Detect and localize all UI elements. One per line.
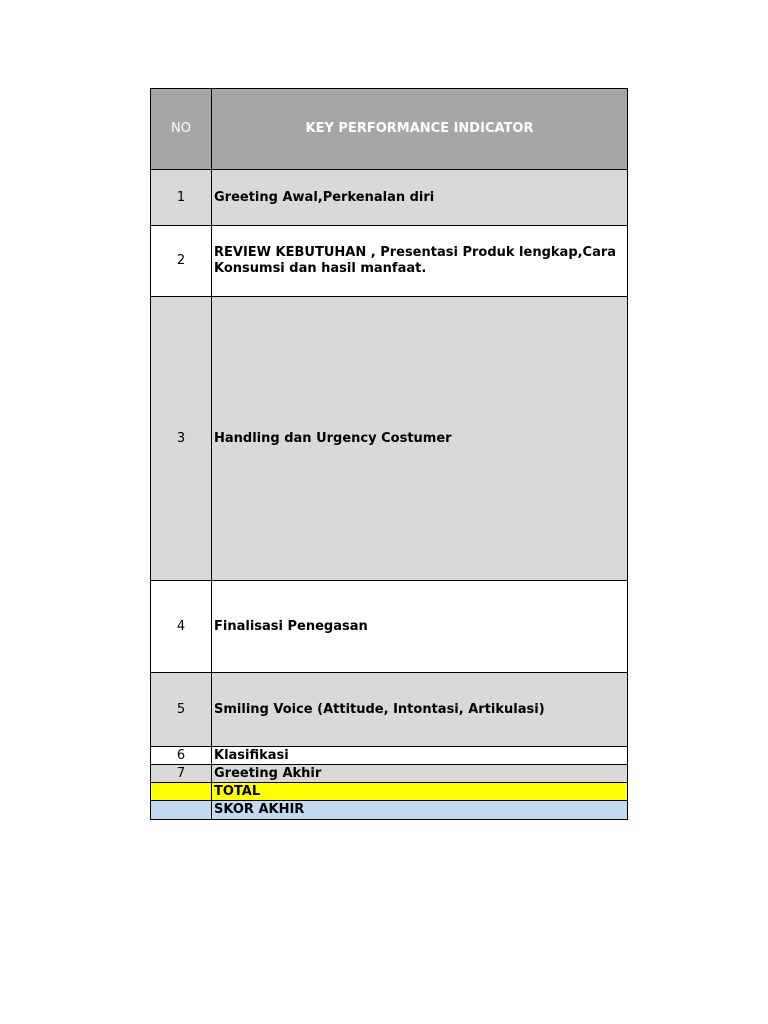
table-row — [151, 581, 628, 673]
table-row — [151, 673, 628, 747]
total-no-cell[interactable] — [151, 783, 212, 801]
row-no-cell[interactable]: 3 — [151, 297, 212, 581]
row-kpi-cell[interactable]: Smiling Voice (Attitude, Intontasi, Artikulasi) — [212, 673, 628, 747]
total-label-cell[interactable]: TOTAL — [212, 783, 628, 801]
row-no-cell[interactable]: 5 — [151, 673, 212, 747]
skor-no-cell[interactable] — [151, 801, 212, 820]
row-no-cell[interactable]: 6 — [151, 747, 212, 765]
skor-label-cell[interactable]: SKOR AKHIR — [212, 801, 628, 820]
table-header-row — [151, 89, 628, 170]
row-kpi-cell[interactable]: Handling dan Urgency Costumer — [212, 297, 628, 581]
table-row — [151, 170, 628, 226]
header-no[interactable]: NO — [151, 89, 212, 170]
table-row — [151, 226, 628, 297]
row-kpi-cell[interactable]: Greeting Akhir — [212, 765, 628, 783]
row-kpi-cell[interactable]: Greeting Awal,Perkenalan diri — [212, 170, 628, 226]
kpi-table — [150, 88, 628, 820]
row-kpi-cell[interactable]: Klasifikasi — [212, 747, 628, 765]
row-kpi-cell[interactable]: Finalisasi Penegasan — [212, 581, 628, 673]
header-kpi[interactable]: KEY PERFORMANCE INDICATOR — [212, 89, 628, 170]
row-no-cell[interactable]: 1 — [151, 170, 212, 226]
row-no-cell[interactable]: 7 — [151, 765, 212, 783]
row-no-cell[interactable]: 4 — [151, 581, 212, 673]
table-row — [151, 765, 628, 783]
total-row — [151, 783, 628, 801]
row-kpi-cell[interactable]: REVIEW KEBUTUHAN , Presentasi Produk lengkap,Cara Konsumsi dan hasil manfaat. — [212, 226, 628, 297]
table-row — [151, 747, 628, 765]
table-row — [151, 297, 628, 581]
skor-row — [151, 801, 628, 820]
row-no-cell[interactable]: 2 — [151, 226, 212, 297]
